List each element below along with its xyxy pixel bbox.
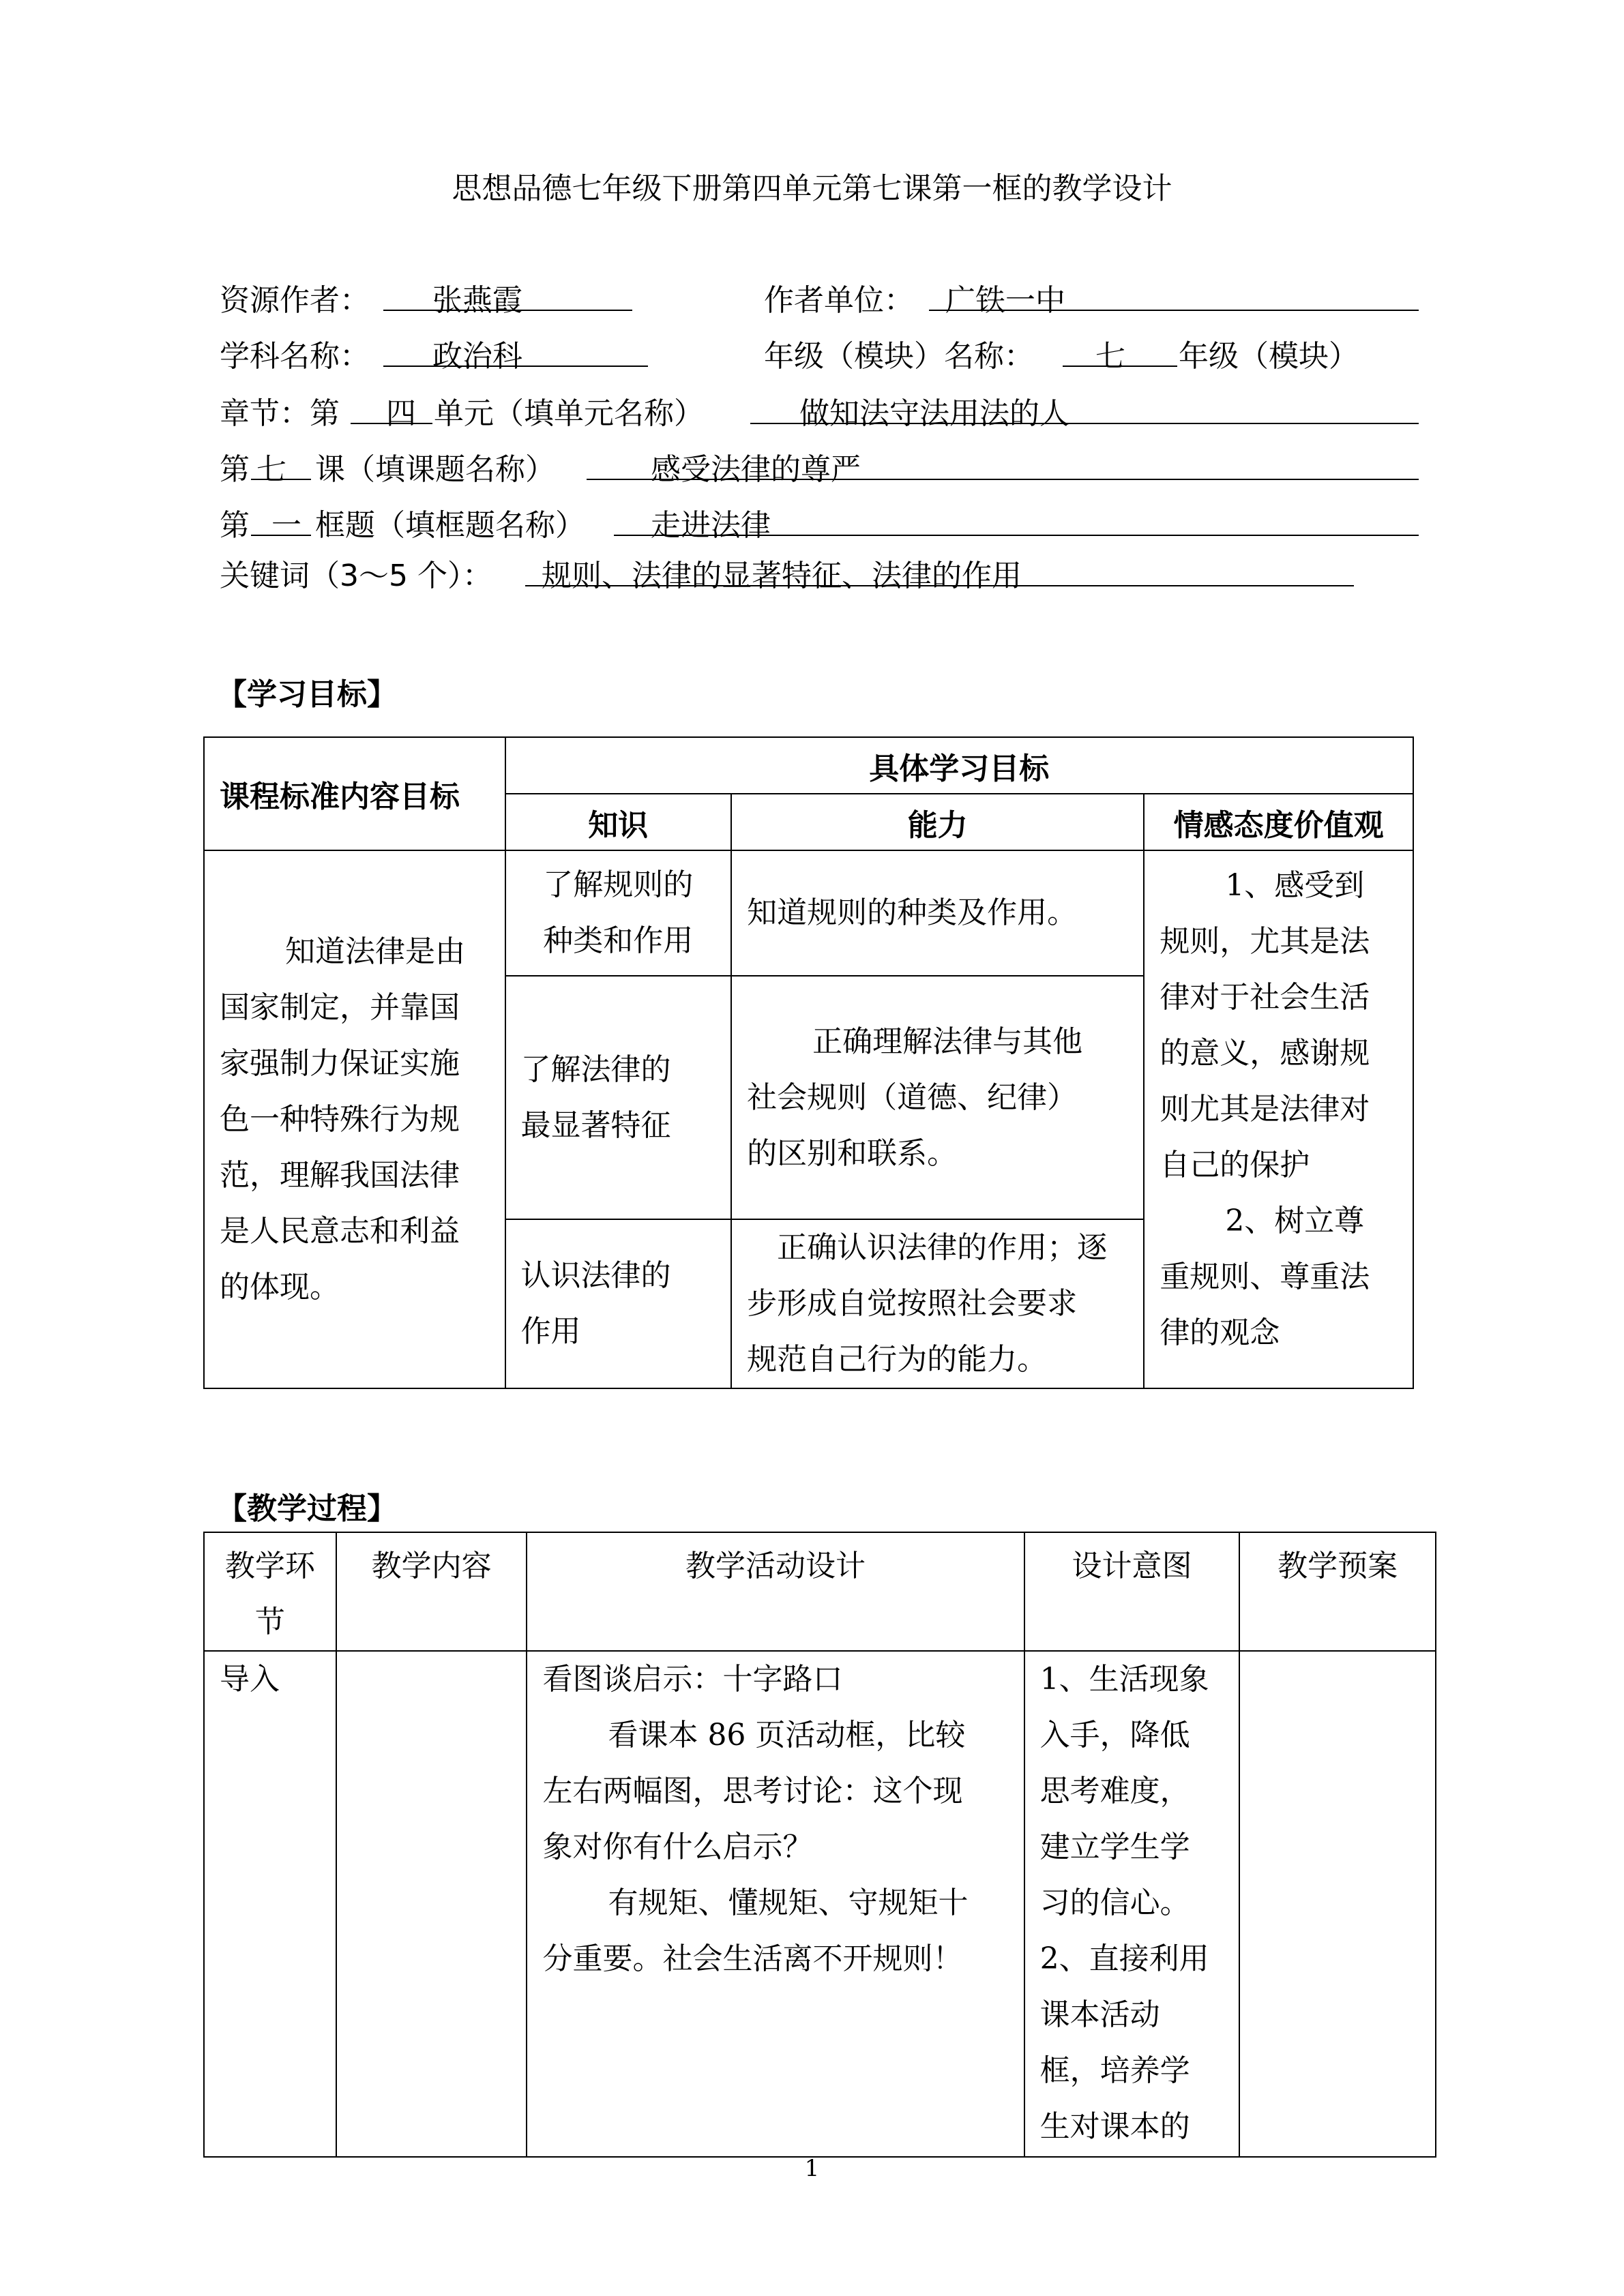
page-number: 1 (804, 2155, 820, 2182)
ability-line: 步形成自觉按照社会要求 (747, 1286, 1078, 1321)
chapter-num-field (351, 389, 432, 431)
ability-line: 规范自己行为的能力。 (747, 1342, 1048, 1377)
standard-line: 色一种特殊行为规 (220, 1101, 460, 1137)
intent-line: 建立学生学 (1039, 1830, 1190, 1864)
intent-line: 思考难度， (1039, 1774, 1190, 1808)
chapter-num: 四 (386, 396, 416, 431)
frame-num: 一 (271, 508, 301, 543)
header-stage-line: 节 (254, 1605, 285, 1639)
col-specific-header: 具体学习目标 (505, 737, 1413, 794)
knowledge-line: 认识法律的 (520, 1258, 671, 1293)
chapter-mid: 单元（填单元名称） (434, 396, 704, 431)
chapter-name-field (750, 389, 1419, 431)
header-stage (204, 1532, 336, 1651)
attitude-line: 律对于社会生活 (1160, 980, 1370, 1015)
unit-label: 作者单位： (764, 283, 914, 318)
grade-label: 年级（模块）名称： (764, 339, 1034, 374)
subject-label: 学科名称： (220, 339, 370, 374)
frame-mid: 框题（填框题名称） (315, 508, 585, 543)
col-attitude-header: 情感态度价值观 (1144, 794, 1413, 850)
header-intent (1024, 1532, 1240, 1651)
plan-cell (1239, 1651, 1436, 2157)
attitude-cell (1144, 850, 1413, 1388)
knowledge-line: 作用 (520, 1314, 581, 1349)
header-content-label: 教学内容 (371, 1549, 492, 1583)
header-activity (527, 1532, 1024, 1651)
col-standard-header: 课程标准内容目标 (204, 737, 505, 850)
activity-line: 看课本 86 页活动框，比较 (608, 1718, 966, 1753)
intent-line: 入手，降低 (1039, 1718, 1190, 1753)
lesson-name: 感受法律的尊严 (651, 452, 861, 487)
lesson-name-field (587, 445, 1419, 487)
ability-line: 的区别和联系。 (747, 1135, 958, 1171)
keywords-label: 关键词（3～5 个）： (220, 558, 492, 593)
header-intent-label: 设计意图 (1072, 1549, 1192, 1583)
attitude-line: 2、树立尊 (1225, 1204, 1365, 1238)
attitude-line: 律的观念 (1160, 1315, 1280, 1350)
activity-cell (527, 1651, 1024, 2157)
ability-line: 社会规则（道德、纪律） (747, 1079, 1078, 1115)
attitude-line: 的意义，感谢规 (1160, 1036, 1370, 1071)
header-stage-line: 教学环 (224, 1549, 315, 1583)
standard-line: 知道法律是由 (285, 934, 465, 969)
standard-line: 范，理解我国法律 (220, 1157, 460, 1193)
subject-value: 政治科 (432, 339, 522, 374)
unit-field (929, 275, 1419, 318)
intent-line: 课本活动 (1039, 1997, 1160, 2032)
col-ability-header: 能力 (731, 794, 1144, 850)
lesson-prefix: 第 (220, 452, 250, 487)
attitude-line: 则尤其是法律对 (1160, 1092, 1370, 1127)
subject-field (383, 331, 648, 374)
knowledge-line: 了解法律的 (520, 1052, 671, 1087)
author-value: 张燕霞 (432, 283, 522, 318)
header-plan (1239, 1532, 1436, 1651)
attitude-line: 规则，尤其是法 (1160, 924, 1370, 959)
activity-line: 有规矩、懂规矩、守规矩十 (608, 1885, 969, 1920)
intent-cell (1024, 1651, 1240, 2157)
header-plan-label: 教学预案 (1278, 1549, 1398, 1583)
chapter-name: 做知法守法用法的人 (799, 396, 1069, 431)
header-activity-label: 教学活动设计 (685, 1549, 866, 1583)
intent-line: 1、生活现象 (1039, 1662, 1209, 1697)
activity-line: 象对你有什么启示？ (542, 1830, 813, 1864)
lesson-mid: 课（填课题名称） (315, 452, 555, 487)
activity-line: 左右两幅图，思考讨论：这个现 (542, 1774, 963, 1808)
intent-line: 习的信心。 (1039, 1885, 1190, 1920)
standard-line: 国家制定，并靠国 (220, 989, 460, 1025)
intent-line: 生对课本的 (1039, 2109, 1190, 2144)
ability-cell-3 (731, 1219, 1144, 1388)
grade-value: 七 (1095, 339, 1125, 374)
standard-line: 是人民意志和利益 (220, 1213, 460, 1249)
goals-heading: 【学习目标】 (217, 677, 397, 712)
stage-cell (204, 1651, 336, 2157)
intent-line: 2、直接利用 (1039, 1941, 1209, 1976)
frame-num-field (251, 501, 311, 543)
knowledge-line: 种类和作用 (543, 923, 694, 958)
ability-cell-1 (731, 850, 1144, 976)
attitude-line: 自己的保护 (1160, 1148, 1310, 1182)
header-content (336, 1532, 527, 1651)
ability-line: 知道规则的种类及作用。 (747, 895, 1078, 930)
goals-table (203, 736, 1414, 1389)
ability-line: 正确理解法律与其他 (812, 1024, 1083, 1059)
activity-line: 看图谈启示：十字路口 (542, 1662, 843, 1697)
process-heading: 【教学过程】 (217, 1491, 397, 1526)
frame-name: 走进法律 (651, 508, 771, 543)
ability-line: 正确认识法律的作用；逐 (777, 1230, 1108, 1265)
content-cell (336, 1651, 527, 2157)
chapter-prefix: 章节：第 (220, 396, 340, 431)
knowledge-cell-1 (505, 850, 732, 976)
stage-value: 导入 (220, 1662, 280, 1697)
frame-prefix: 第 (220, 508, 250, 543)
lesson-num: 七 (256, 452, 286, 487)
keywords-value: 规则、法律的显著特征、法律的作用 (542, 558, 1022, 593)
grade-field (1063, 331, 1177, 374)
lesson-num-field (251, 445, 311, 487)
process-table (203, 1532, 1436, 2158)
document-title: 思想品德七年级下册第四单元第七课第一框的教学设计 (452, 171, 1172, 206)
frame-name-field (614, 501, 1419, 543)
unit-value: 广铁一中 (945, 283, 1065, 318)
standard-line: 家强制力保证实施 (220, 1045, 460, 1081)
knowledge-line: 最显著特征 (520, 1107, 671, 1143)
ability-cell-2 (731, 976, 1144, 1219)
attitude-line: 重规则、尊重法 (1160, 1259, 1370, 1294)
author-label: 资源作者： (220, 283, 370, 318)
activity-line: 分重要。社会生活离不开规则！ (542, 1941, 963, 1976)
intent-line: 框，培养学 (1039, 2053, 1190, 2088)
grade-suffix: 年级（模块） (1179, 339, 1359, 374)
knowledge-cell-2 (505, 976, 732, 1219)
standard-line: 的体现。 (220, 1269, 340, 1304)
keywords-field (525, 551, 1354, 593)
knowledge-cell-3 (505, 1219, 732, 1388)
standard-cell (204, 850, 505, 1388)
author-field (383, 275, 632, 318)
col-knowledge-header: 知识 (505, 794, 732, 850)
attitude-line: 1、感受到 (1225, 868, 1365, 903)
knowledge-line: 了解规则的 (543, 867, 694, 902)
